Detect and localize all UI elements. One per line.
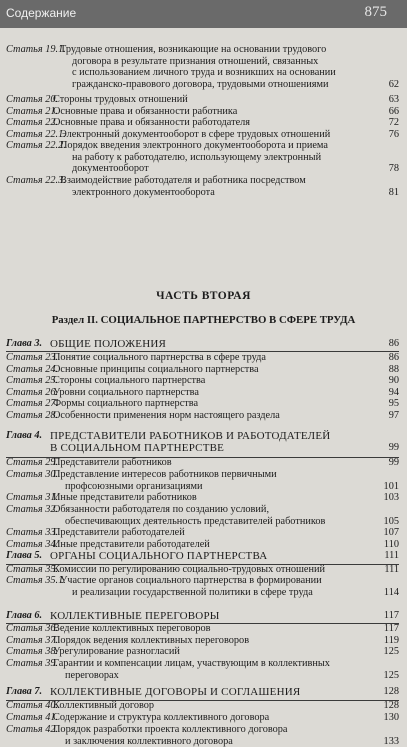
title-line: Гарантии и компенсации лицам, участвующим в коллективных bbox=[53, 658, 330, 669]
page-ref: 78 bbox=[388, 163, 399, 175]
article-label: Статья 40. bbox=[6, 700, 59, 711]
title-line: переговорах bbox=[65, 669, 119, 681]
article-title bbox=[53, 94, 377, 106]
article-title bbox=[60, 575, 377, 598]
title-line: Уровни социального партнерства bbox=[53, 387, 199, 398]
title-line: и реализации государственной политики в сфере труда bbox=[72, 586, 313, 598]
article-label: Статья 24. bbox=[6, 364, 59, 375]
page-ref: 63 bbox=[388, 94, 399, 105]
article-entry bbox=[6, 469, 399, 492]
page-ref: 111 bbox=[384, 564, 399, 575]
article-label: Статья 38. bbox=[6, 646, 59, 657]
title-line: Электронный документооборот в сфере трудовых отношений bbox=[60, 129, 331, 140]
chapter-label: Глава 7. bbox=[6, 686, 43, 697]
title-line: с использованием личного труда и возникших на основании bbox=[72, 67, 336, 79]
title-line: гражданско-правового договора, трудовыми отношениями bbox=[72, 78, 329, 90]
article-title bbox=[60, 140, 377, 175]
article-entry bbox=[6, 623, 399, 635]
article-label: Статья 22. bbox=[6, 117, 59, 128]
chapter-entry bbox=[6, 430, 399, 454]
page-ref: 99 bbox=[388, 457, 399, 468]
page-ref: 119 bbox=[383, 635, 399, 646]
page-ref: 117 bbox=[383, 623, 399, 634]
article-entry bbox=[6, 140, 399, 175]
article-label: Статья 20. bbox=[6, 94, 59, 105]
article-title bbox=[53, 375, 377, 387]
title-line: Стороны трудовых отношений bbox=[53, 94, 188, 105]
article-title bbox=[53, 352, 377, 364]
article-title bbox=[60, 44, 377, 90]
chapter-title bbox=[50, 686, 377, 698]
article-title bbox=[53, 635, 377, 647]
chapter-label: Глава 6. bbox=[6, 610, 43, 621]
page-ref: 99 bbox=[388, 442, 399, 453]
article-title bbox=[53, 387, 377, 399]
title-line: Иные представители работников bbox=[53, 492, 197, 503]
article-label: Статья 27. bbox=[6, 398, 59, 409]
page-number: 875 bbox=[364, 4, 387, 20]
article-title bbox=[53, 398, 377, 410]
article-label: Статья 32. bbox=[6, 504, 59, 515]
page-ref: 66 bbox=[388, 106, 399, 117]
article-entry bbox=[6, 700, 399, 712]
title-line: Участие органов социального партнерства в формировании bbox=[60, 575, 322, 586]
title-line: Понятие социального партнерства в сфере труда bbox=[53, 352, 266, 363]
section-heading: Раздел II. СОЦИАЛЬНОЕ ПАРТНЕРСТВО В СФЕРЕ ТРУДА bbox=[51, 314, 356, 326]
article-label: Статья 19.1. bbox=[6, 44, 66, 55]
page-ref: 101 bbox=[383, 480, 399, 492]
page-ref: 81 bbox=[388, 186, 399, 198]
article-label: Статья 33. bbox=[6, 527, 59, 538]
title-line: обеспечивающих деятельность представителей работников bbox=[65, 515, 326, 527]
title-line: Представители работодателей bbox=[53, 527, 185, 538]
article-label: Статья 29. bbox=[6, 457, 59, 468]
title-line: электронного документооборота bbox=[72, 186, 215, 198]
page-ref: 76 bbox=[388, 129, 399, 140]
page-ref: 125 bbox=[383, 669, 399, 681]
article-entry bbox=[6, 94, 399, 106]
chapter-entry bbox=[6, 338, 399, 350]
page-ref: 86 bbox=[388, 352, 399, 363]
page-ref: 133 bbox=[383, 735, 399, 747]
page-ref: 128 bbox=[383, 686, 399, 697]
article-label: Статья 35. bbox=[6, 564, 59, 575]
article-title bbox=[60, 129, 377, 141]
article-title bbox=[53, 564, 377, 576]
article-entry bbox=[6, 106, 399, 118]
title-line: профсоюзными организациями bbox=[65, 480, 203, 492]
page-ref: 94 bbox=[388, 387, 399, 398]
article-title bbox=[53, 410, 377, 422]
title-line: Обязанности работодателя по созданию условий, bbox=[53, 504, 270, 515]
page-ref: 90 bbox=[388, 375, 399, 386]
article-label: Статья 28. bbox=[6, 410, 59, 421]
article-entry bbox=[6, 457, 399, 469]
article-title bbox=[53, 117, 377, 129]
article-title bbox=[53, 658, 377, 681]
chapter-label: Глава 5. bbox=[6, 550, 43, 561]
article-title bbox=[53, 700, 377, 712]
title-line: Трудовые отношения, возникающие на основании трудового bbox=[60, 44, 327, 55]
article-label: Статья 41. bbox=[6, 712, 59, 723]
article-label: Статья 23. bbox=[6, 352, 59, 363]
article-title bbox=[53, 712, 377, 724]
article-entry bbox=[6, 352, 399, 364]
page-ref: 86 bbox=[388, 338, 399, 349]
article-entry bbox=[6, 724, 399, 747]
title-line: Основные принципы социального партнерства bbox=[53, 364, 259, 375]
article-label: Статья 30. bbox=[6, 469, 59, 480]
chapter-entry bbox=[6, 610, 399, 622]
article-title bbox=[53, 623, 377, 635]
title-line: Основные права и обязанности работника bbox=[53, 106, 238, 117]
title-line: Комиссии по регулированию социально-трудовых отношений bbox=[53, 564, 326, 575]
article-label: Статья 31. bbox=[6, 492, 59, 503]
page-ref: 103 bbox=[383, 492, 399, 503]
article-label: Статья 21. bbox=[6, 106, 59, 117]
title-line: Порядок ведения коллективных переговоров bbox=[53, 635, 250, 646]
article-title bbox=[53, 469, 377, 492]
article-entry bbox=[6, 375, 399, 387]
title-line: В СОЦИАЛЬНОМ ПАРТНЕРСТВЕ bbox=[50, 442, 225, 454]
article-entry bbox=[6, 658, 399, 681]
part-heading: ЧАСТЬ ВТОРАЯ bbox=[156, 290, 251, 302]
title-line: Формы социального партнерства bbox=[53, 398, 199, 409]
page-ref: 105 bbox=[383, 515, 399, 527]
article-title bbox=[53, 106, 377, 118]
article-entry bbox=[6, 364, 399, 376]
article-entry bbox=[6, 44, 399, 90]
article-title bbox=[53, 539, 377, 551]
article-label: Статья 42. bbox=[6, 724, 59, 735]
article-entry bbox=[6, 387, 399, 399]
chapter-entry bbox=[6, 686, 399, 698]
title-line: Стороны социального партнерства bbox=[53, 375, 206, 386]
title-line: КОЛЛЕКТИВНЫЕ ПЕРЕГОВОРЫ bbox=[50, 610, 220, 622]
article-title bbox=[53, 527, 377, 539]
article-label: Статья 34. bbox=[6, 539, 59, 550]
chapter-title bbox=[50, 430, 377, 454]
article-entry bbox=[6, 575, 399, 598]
article-label: Статья 36. bbox=[6, 623, 59, 634]
chapter-title bbox=[50, 550, 377, 562]
article-entry bbox=[6, 398, 399, 410]
article-title bbox=[53, 504, 377, 527]
title-line: Иные представители работодателей bbox=[53, 539, 210, 550]
article-label: Статья 37. bbox=[6, 635, 59, 646]
title-line: договора в результате признания отношений, связанных bbox=[72, 55, 319, 67]
chapter-label: Глава 4. bbox=[6, 430, 43, 441]
title-line: документооборот bbox=[72, 163, 149, 175]
page-ref: 130 bbox=[383, 712, 399, 723]
page-ref: 111 bbox=[384, 550, 399, 561]
title-line: Порядок разработки проекта коллективного договора bbox=[53, 724, 288, 735]
title-line: Взаимодействие работодателя и работника посредством bbox=[60, 175, 306, 186]
page-ref: 95 bbox=[388, 398, 399, 409]
article-entry bbox=[6, 646, 399, 658]
article-title bbox=[53, 724, 377, 747]
page-ref: 72 bbox=[388, 117, 399, 128]
title-line: Коллективный договор bbox=[53, 700, 155, 711]
article-title bbox=[53, 646, 377, 658]
article-label: Статья 22.2. bbox=[6, 140, 66, 151]
article-entry bbox=[6, 117, 399, 129]
article-title bbox=[53, 457, 377, 469]
title-line: Ведение коллективных переговоров bbox=[53, 623, 211, 634]
article-label: Статья 35.1. bbox=[6, 575, 66, 586]
chapter-label: Глава 3. bbox=[6, 338, 43, 349]
page-ref: 128 bbox=[383, 700, 399, 711]
article-entry bbox=[6, 492, 399, 504]
page-ref: 62 bbox=[388, 78, 399, 90]
title-line: Урегулирование разногласий bbox=[53, 646, 180, 657]
article-entry bbox=[6, 527, 399, 539]
chapter-entry bbox=[6, 550, 399, 562]
title-line: Представители работников bbox=[53, 457, 172, 468]
article-entry bbox=[6, 129, 399, 141]
article-entry bbox=[6, 635, 399, 647]
page-ref: 88 bbox=[388, 364, 399, 375]
title-line: ОРГАНЫ СОЦИАЛЬНОГО ПАРТНЕРСТВА bbox=[50, 550, 268, 562]
page-ref: 117 bbox=[383, 610, 399, 621]
title-line: Порядок введения электронного документооборота и приема bbox=[60, 140, 328, 151]
title-line: Особенности применения норм настоящего раздела bbox=[53, 410, 280, 421]
title-line: на работу к работодателю, использующему электронный bbox=[72, 151, 322, 163]
title-line: Основные права и обязанности работодателя bbox=[53, 117, 251, 128]
article-label: Статья 26. bbox=[6, 387, 59, 398]
title-line: Представление интересов работников первичными bbox=[53, 469, 277, 480]
article-label: Статья 22.1. bbox=[6, 129, 66, 140]
article-title bbox=[53, 492, 377, 504]
article-entry bbox=[6, 175, 399, 198]
title-line: Содержание и структура коллективного договора bbox=[53, 712, 270, 723]
article-entry bbox=[6, 410, 399, 422]
article-title bbox=[60, 175, 377, 198]
chapter-title bbox=[50, 338, 377, 350]
article-entry bbox=[6, 504, 399, 527]
article-title bbox=[53, 364, 377, 376]
title-line: ПРЕДСТАВИТЕЛИ РАБОТНИКОВ И РАБОТОДАТЕЛЕЙ bbox=[50, 430, 331, 442]
title-line: и заключения коллективного договора bbox=[65, 735, 233, 747]
article-entry bbox=[6, 712, 399, 724]
page-ref: 97 bbox=[388, 410, 399, 421]
page-ref: 110 bbox=[383, 539, 399, 550]
running-title: Содержание bbox=[6, 6, 77, 20]
article-label: Статья 22.3. bbox=[6, 175, 66, 186]
article-label: Статья 39. bbox=[6, 658, 59, 669]
page-ref: 107 bbox=[383, 527, 399, 538]
article-entry bbox=[6, 539, 399, 551]
article-label: Статья 25. bbox=[6, 375, 59, 386]
title-line: ОБЩИЕ ПОЛОЖЕНИЯ bbox=[50, 338, 167, 350]
article-entry bbox=[6, 564, 399, 576]
page-ref: 125 bbox=[383, 646, 399, 657]
chapter-title bbox=[50, 610, 377, 622]
page-ref: 114 bbox=[383, 586, 399, 598]
title-line: КОЛЛЕКТИВНЫЕ ДОГОВОРЫ И СОГЛАШЕНИЯ bbox=[50, 686, 301, 698]
